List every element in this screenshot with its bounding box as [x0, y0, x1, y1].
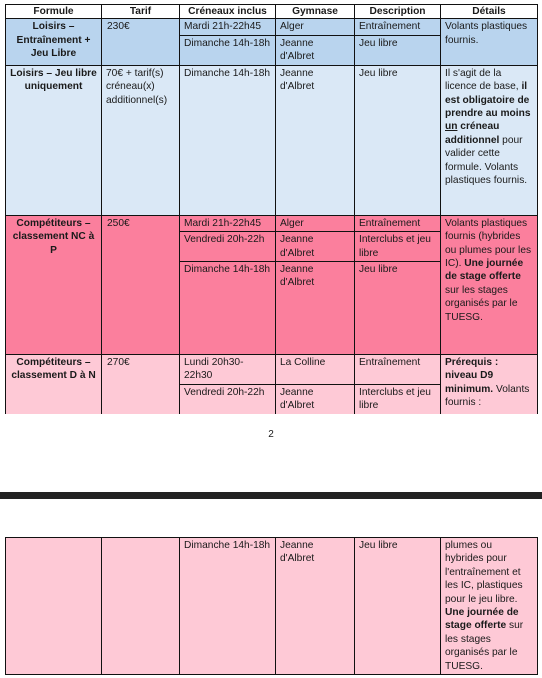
description-cell: Entraînement: [355, 19, 441, 35]
gymnase-cell: Jeanne d'Albret: [276, 35, 355, 65]
tarif-cell: 270€: [102, 355, 180, 414]
creneau-cell: Lundi 20h30-22h30: [180, 355, 276, 385]
description-cell: Jeu libre: [355, 538, 441, 675]
creneau-cell: Vendredi 20h-22h: [180, 384, 276, 413]
formule-cell: Loisirs – Entraînement + Jeu Libre: [6, 19, 102, 65]
description-cell: Entraînement: [355, 355, 441, 385]
formule-cell: Loisirs – Jeu libre uniquement: [6, 65, 102, 215]
tarif-cell: [102, 538, 180, 675]
page-divider: [0, 492, 542, 499]
gymnase-cell: Jeanne d'Albret: [276, 65, 355, 215]
formule-cell: Compétiteurs – classement D à N: [6, 355, 102, 414]
tarif-cell: 230€: [102, 19, 180, 65]
header-creneaux: Créneaux inclus: [180, 5, 276, 19]
header-description: Description: [355, 5, 441, 19]
table-row: [6, 355, 538, 385]
gymnase-cell: Alger: [276, 19, 355, 35]
details-cell: Prérequis : niveau D9 minimum. Volants fournis :: [441, 355, 538, 414]
details-cell: Il s'agit de la licence de base, il est obligatoire de prendre au moins un créneau additionnel pour valider cette formule. Volants plastiques fournis.: [441, 65, 538, 215]
page-number: 2: [268, 429, 274, 440]
creneau-cell: Dimanche 14h-18h: [180, 262, 276, 355]
gymnase-cell: Jeanne d'Albret: [276, 538, 355, 675]
creneau-cell: Mardi 21h-22h45: [180, 19, 276, 35]
description-cell: Jeu libre: [355, 35, 441, 65]
description-cell: Interclubs et jeu libre: [355, 384, 441, 413]
header-gymnase: Gymnase: [276, 5, 355, 19]
header-tarif: Tarif: [102, 5, 180, 19]
table-row: [6, 65, 538, 215]
table-row: [6, 215, 538, 231]
gymnase-cell: Alger: [276, 215, 355, 231]
details-cell: plumes ou hybrides pour l'entraînement et les IC, plastiques pour le jeu libre. Une journée de stage offerte sur les stages organisés par le TUESG.: [441, 538, 538, 675]
details-cell: Volants plastiques fournis.: [441, 19, 538, 65]
creneau-cell: Mardi 21h-22h45: [180, 215, 276, 231]
formule-cell: [6, 538, 102, 675]
description-cell: Jeu libre: [355, 65, 441, 215]
header-details: Détails: [441, 5, 538, 19]
formules-table-continued: [5, 537, 538, 675]
gymnase-cell: Jeanne d'Albret: [276, 384, 355, 413]
gymnase-cell: Jeanne d'Albret: [276, 232, 355, 262]
table-row: [6, 538, 538, 675]
formules-table: [5, 4, 538, 414]
creneau-cell: Dimanche 14h-18h: [180, 538, 276, 675]
gymnase-cell: La Colline: [276, 355, 355, 385]
header-formule: Formule: [6, 5, 102, 19]
creneau-cell: Vendredi 20h-22h: [180, 232, 276, 262]
tarif-cell: 70€ + tarif(s) créneau(x) additionnel(s): [102, 65, 180, 215]
description-cell: Interclubs et jeu libre: [355, 232, 441, 262]
tarif-cell: 250€: [102, 215, 180, 354]
formule-cell: Compétiteurs – classement NC à P: [6, 215, 102, 354]
description-cell: Jeu libre: [355, 262, 441, 355]
creneau-cell: Dimanche 14h-18h: [180, 35, 276, 65]
description-cell: Entraînement: [355, 215, 441, 231]
table-row: [6, 19, 538, 35]
creneau-cell: Dimanche 14h-18h: [180, 65, 276, 215]
details-cell: Volants plastiques fournis (hybrides ou plumes pour les IC). Une journée de stage offerte sur les stages organisés par le TUESG.: [441, 215, 538, 354]
gymnase-cell: Jeanne d'Albret: [276, 262, 355, 355]
table-header-row: [6, 5, 538, 19]
